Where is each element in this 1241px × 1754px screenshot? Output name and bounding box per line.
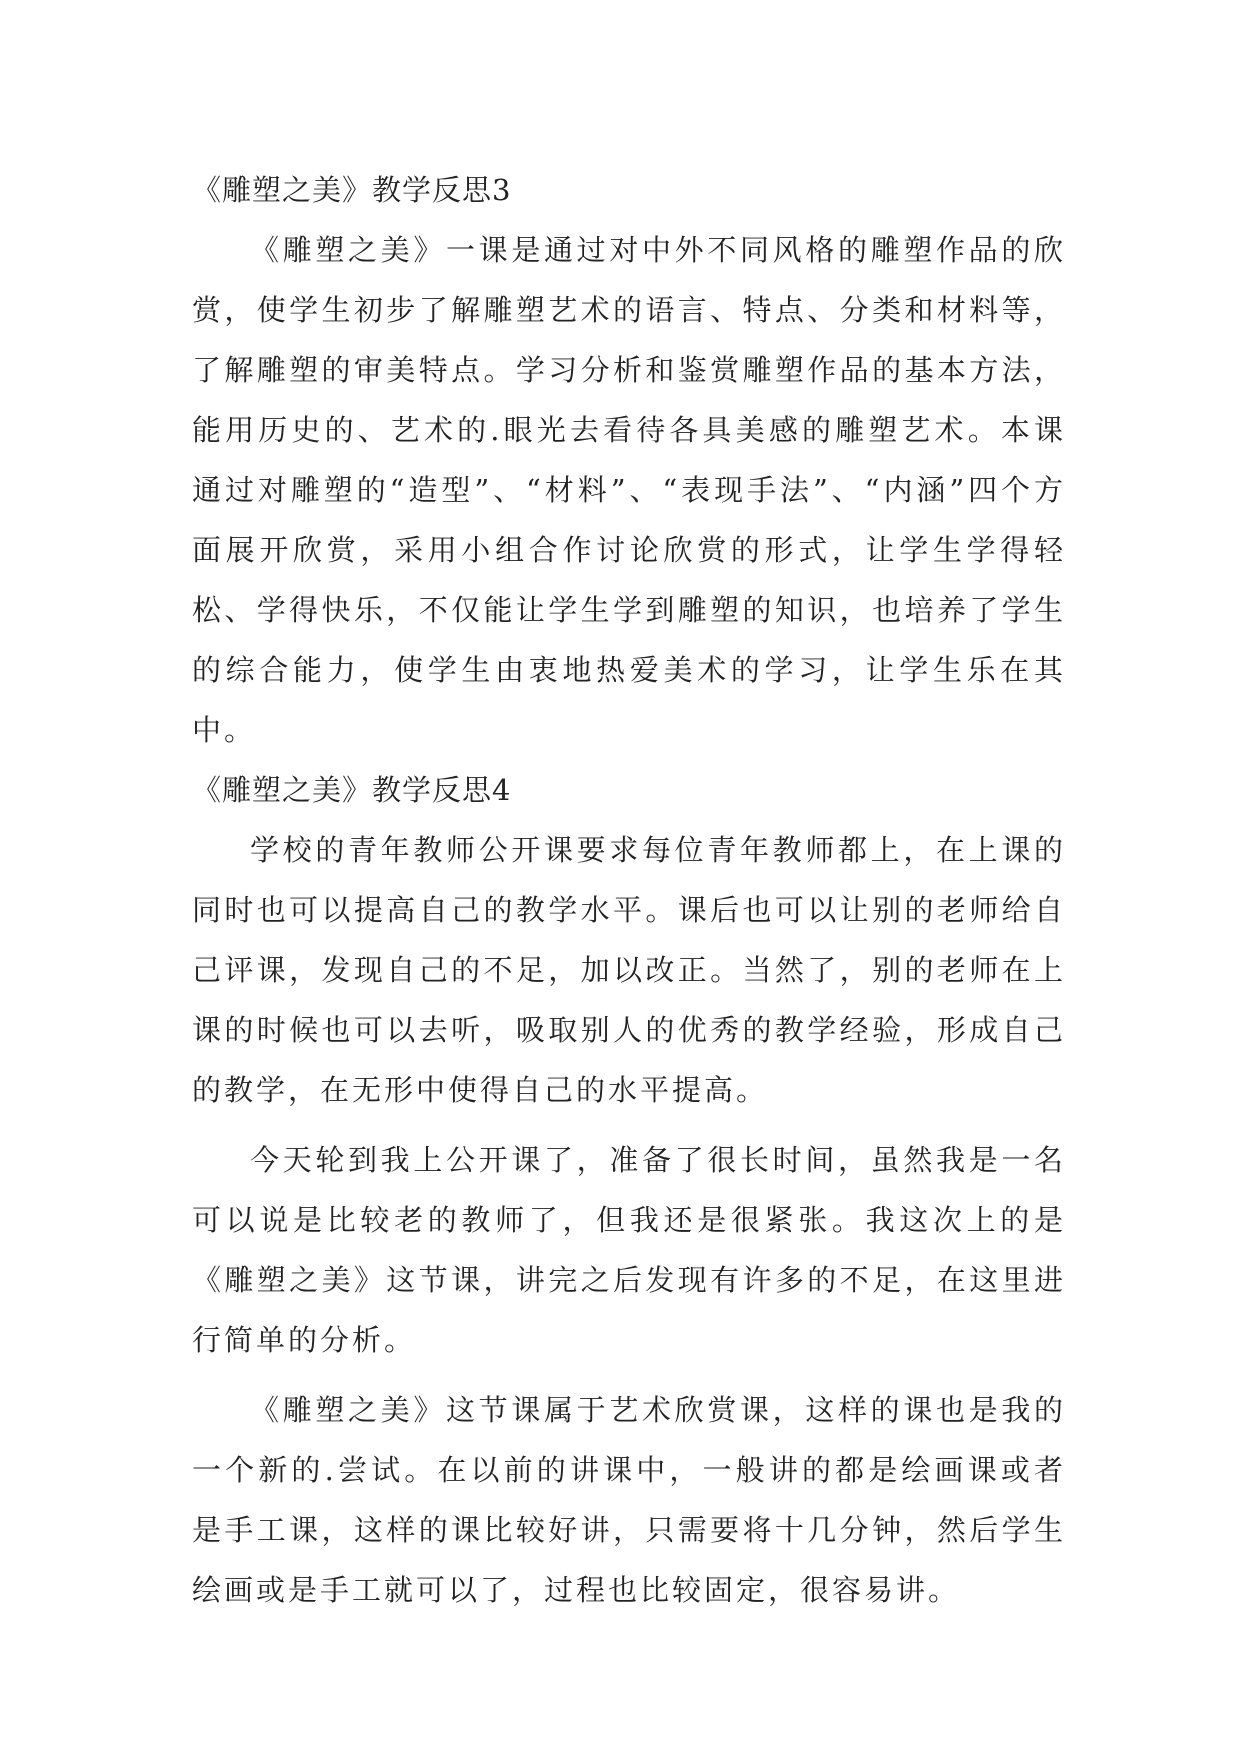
section-4-paragraph-1: 学校的青年教师公开课要求每位青年教师都上，在上课的同时也可以提高自己的教学水平。课后也可以让别的老师给自己评课，发现自己的不足，加以改正。当然了，别的老师在上课的时候也可以去听，吸取别人的优秀的教学经验，形成自己的教学，在无形中使得自己的水平提高。 xyxy=(192,833,1066,1107)
document-page xyxy=(192,160,1066,1620)
section-heading-4: 《雕塑之美》教学反思4 xyxy=(192,773,512,807)
paragraph-spacer xyxy=(192,1120,1066,1130)
section-4-paragraph-3: 《雕塑之美》这节课属于艺术欣赏课，这样的课也是我的一个新的.尝试。在以前的讲课中，一般讲的都是绘画课或者是手工课，这样的课比较好讲，只需要将十几分钟，然后学生绘画或是手工就可以了，过程也比较固定，很容易讲。 xyxy=(192,1393,1066,1607)
section-3-paragraph-1: 《雕塑之美》一课是通过对中外不同风格的雕塑作品的欣赏，使学生初步了解雕塑艺术的语言、特点、分类和材料等，了解雕塑的审美特点。学习分析和鉴赏雕塑作品的基本方法，能用历史的、艺术的.眼光去看待各具美感的雕塑艺术。本课通过对雕塑的“造型”、“材料”、“表现手法”、“内涵”四个方面展开欣赏，采用小组合作讨论欣赏的形式，让学生学得轻松、学得快乐，不仅能让学生学到雕塑的知识，也培养了学生的综合能力，使学生由衷地热爱美术的学习，让学生乐在其中。 xyxy=(192,233,1066,747)
section-4-paragraph-2: 今天轮到我上公开课了，准备了很长时间，虽然我是一名可以说是比较老的教师了，但我还是很紧张。我这次上的是《雕塑之美》这节课，讲完之后发现有许多的不足，在这里进行简单的分析。 xyxy=(192,1143,1066,1357)
paragraph-spacer xyxy=(192,1370,1066,1380)
section-heading-3: 《雕塑之美》教学反思3 xyxy=(192,173,512,207)
